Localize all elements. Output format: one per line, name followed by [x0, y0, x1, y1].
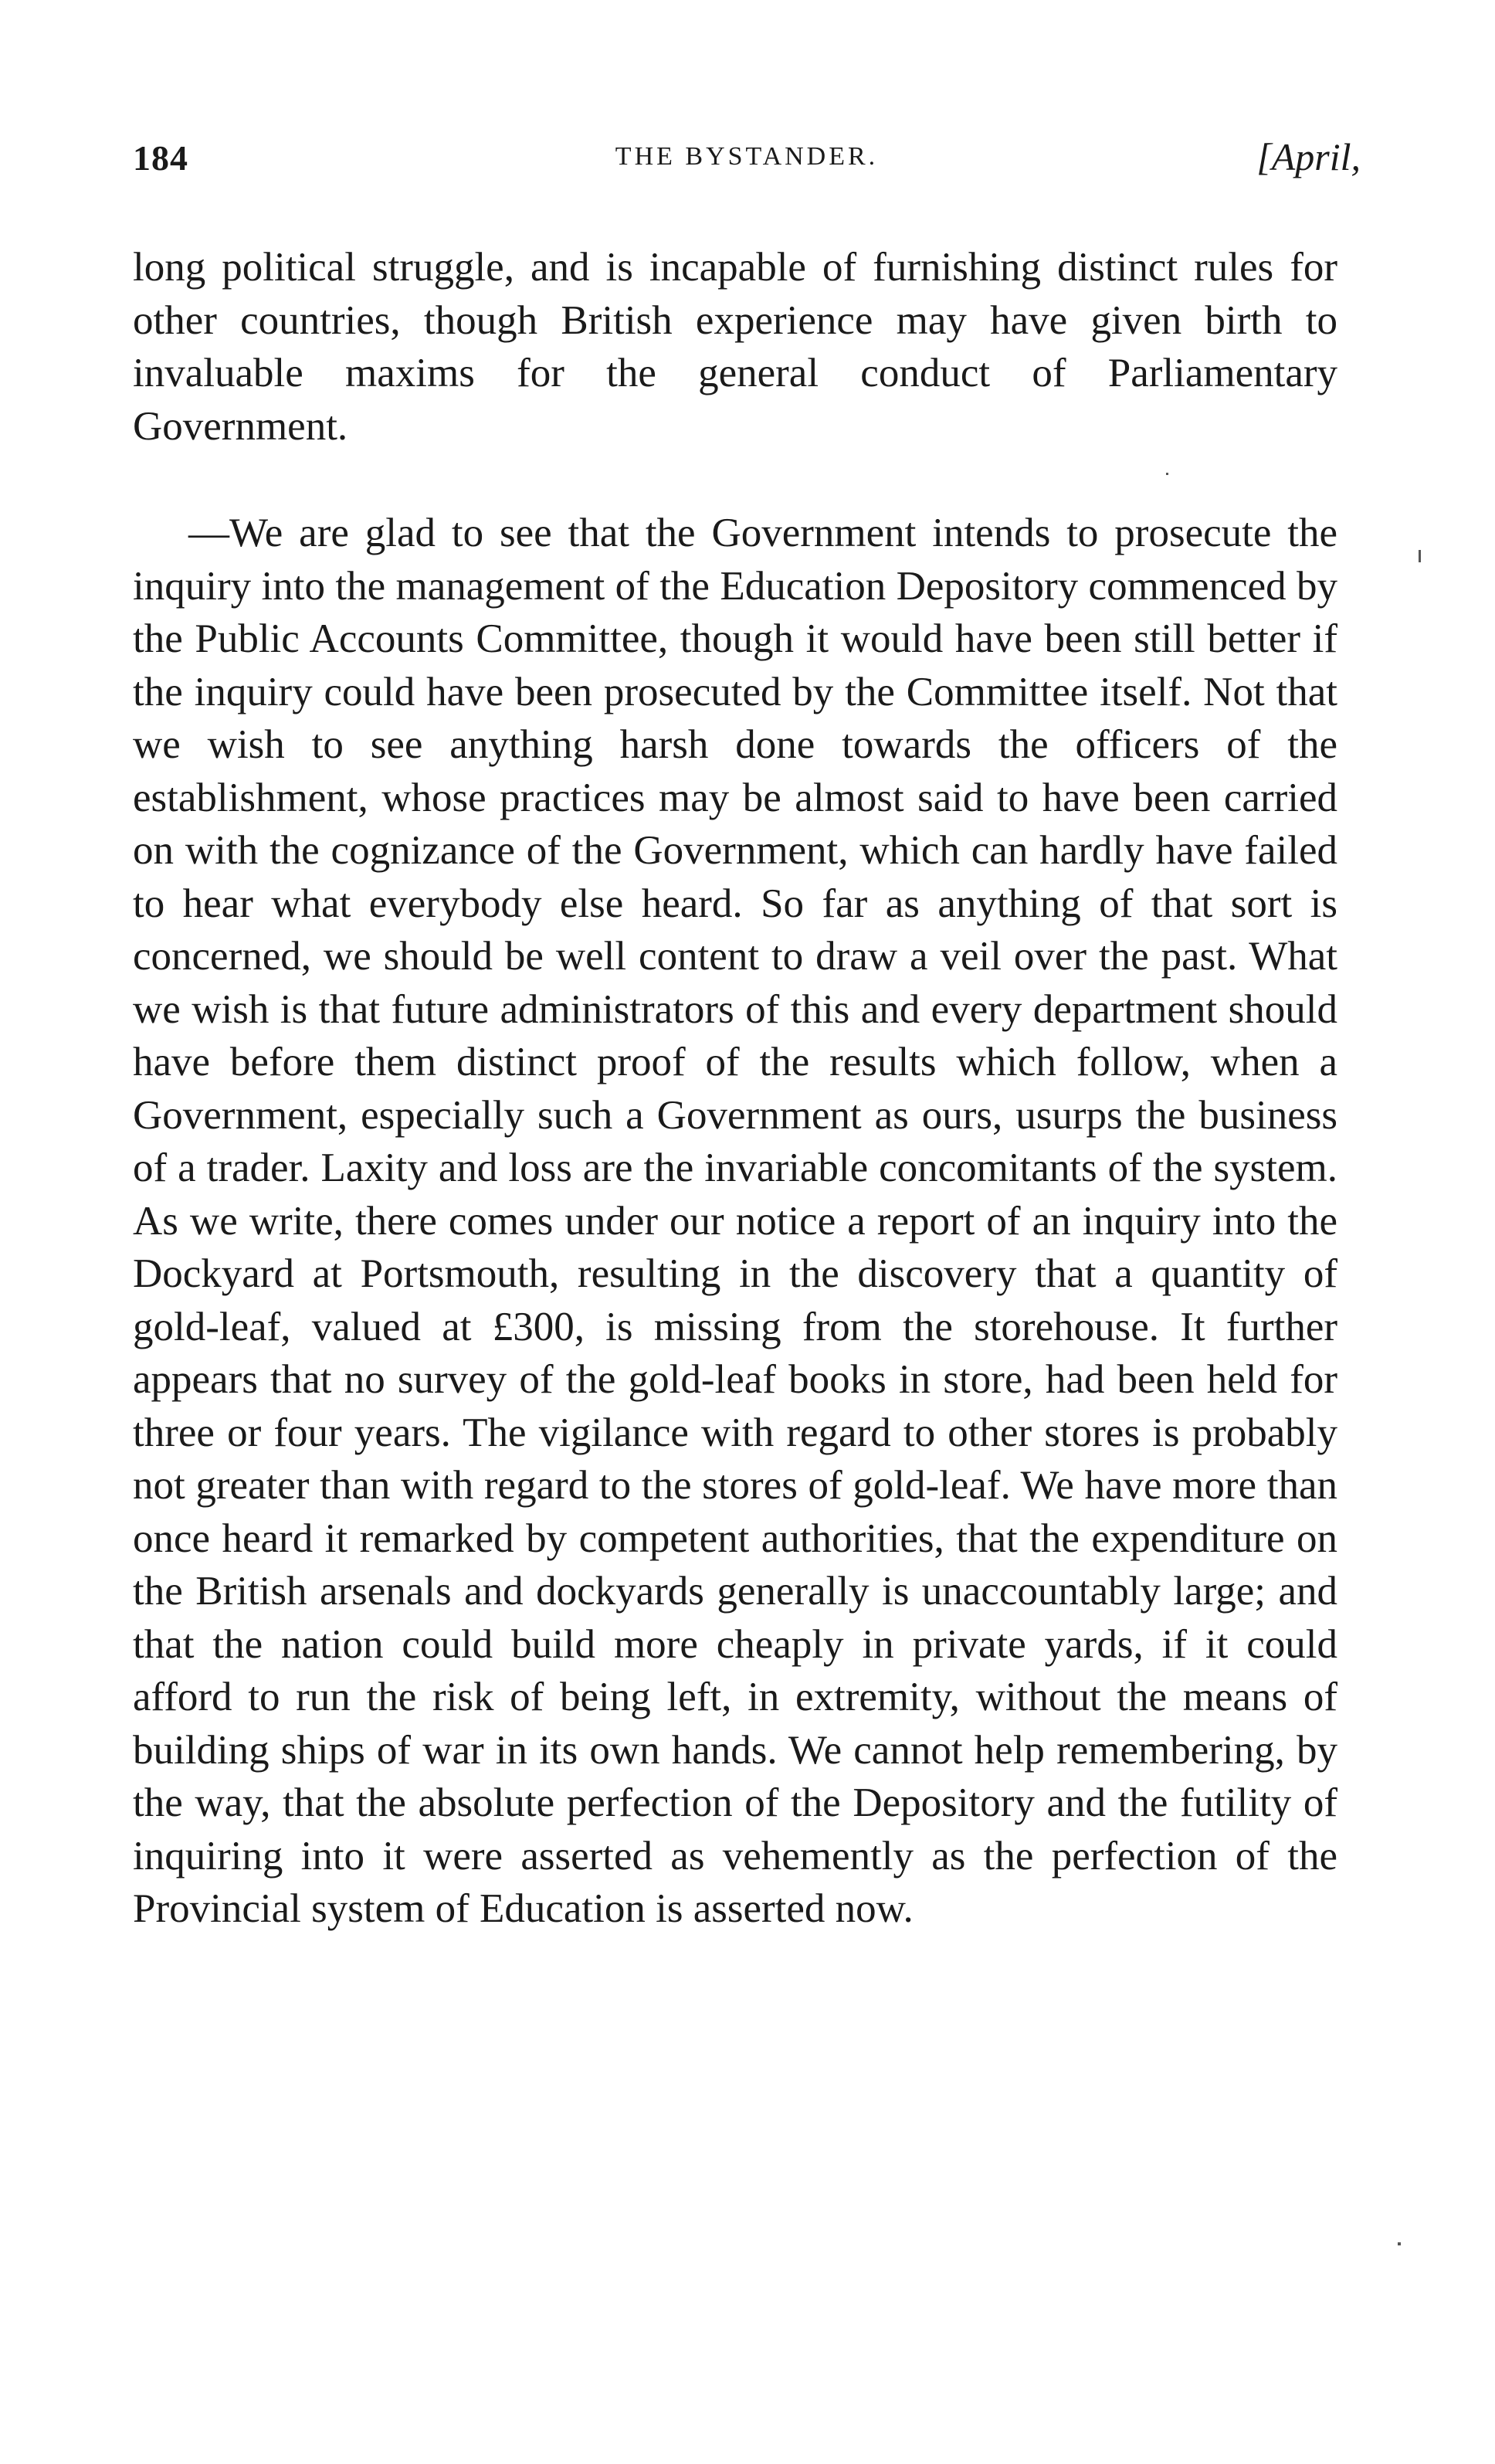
- running-month: [April,: [1256, 135, 1361, 178]
- margin-speck: [1419, 550, 1421, 562]
- paragraph-education-depository: —We are glad to see that the Government intends to prosecute the inquiry into the management of the Education Depository commenced by the Public Accounts Committee, though it would have been still better if the inquiry could have been prosecuted by the Committee itself. Not that we wish to see anything harsh done towards the officers of the establishment, whose practices may be almost said to have been carried on with the cognizance of the Government, which can hardly have failed to hear what everybody else heard. So far as anything of that sort is concerned, we should be well content to draw a veil over the past. What we wish is that future administrators of this and every department should have before them distinct proof of the results which follow, when a Government, especially such a Government as ours, usurps the business of a trader. Laxity and loss are the invariable concomitants of the system. As we write, there comes under our notice a report of an inquiry into the Dockyard at Portsmouth, resulting in the discovery that a quantity of gold-leaf, valued at £300, is missing from the storehouse. It further appears that no survey of the gold-leaf books in store, had been held for three or four years. The vigilance with regard to other stores is probably not greater than with regard to the stores of gold-leaf. We have more than once heard it remarked by competent authorities, that the expenditure on the British arsenals and dockyards generally is unaccountably large; and that the nation could build more cheaply in private yards, if it could afford to run the risk of being left, in extremity, without the means of building ships of war in its own hands. We cannot help remembering, by the way, that the absolute perfection of the Depository and the futility of inquiring into it were asserted as vehemently as the perfection of the Provincial system of Education is asserted now.: [133, 511, 1337, 1931]
- margin-speck: [1166, 473, 1168, 475]
- page-number: 184: [133, 138, 188, 178]
- running-head: [133, 137, 1361, 192]
- margin-speck: [1398, 2242, 1401, 2245]
- paragraph-continued: long political struggle, and is incapable of furnishing distinct rules for other countries, though British experience may have given birth to invaluable maxims for the general conduct of Parliamentary Government.: [133, 245, 1337, 449]
- body-text: [133, 241, 1337, 1936]
- running-title: THE BYSTANDER.: [615, 142, 879, 171]
